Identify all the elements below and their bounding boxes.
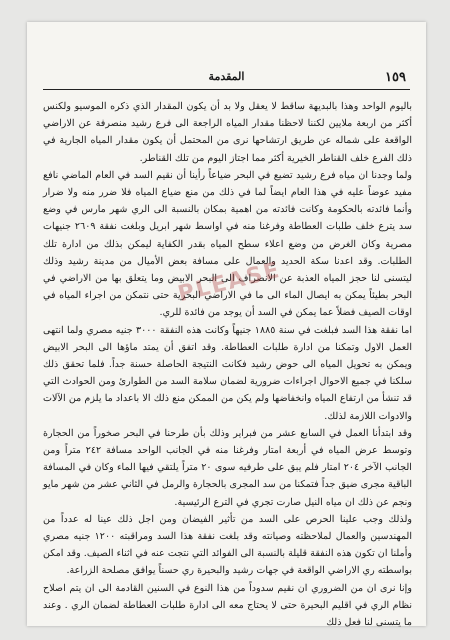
page-number: ١٥٩ [385, 70, 406, 85]
body-text [43, 98, 412, 631]
watermark-stamp: PLEASE [175, 257, 284, 308]
paragraph: ولما وجدنا ان مياه فرع رشيد تضيع في البحر ضياعاً رأينا أن نقيم السد في العام الماضي نافع مفيد عوضاً عليه في هذا العام ايضاً لما في ذلك من منع ضياع المياه فلا ضرر منه ولا ضرار وأنما فائدته بالحكومة وكانت فائدته من اهمية بمكان بالنسبة الى الري شهر مارس في وضع سد يترع خلف طلبات العطاطة وفرغنا منه في اواسط شهر ابريل وبلغت نفقة ٢٦٠٩ جنيهات مصرية وكان الغرض من وضع اعلاء سطح المياه بقدر الكفاية ليمكن بذلك من ادارة تلك الطلبات. وقد اعدنا سكة الحديد والعمال على مسافة بعض الأميال من مدينة رشيد وذلك ليتسنى لنا حجز المياه العذبة عن الانصراف الى البحر الابيض وما يتعلق بها من الاراضي في البحر بطيئاً يمكن به ايصال الماء الى ما في الاراضي البحرية حتى نتمكن من اجراء المياه في اوقات الصيف فضلاً عما يمكن في السد أن يوجد من فائدة للري. [43, 169, 412, 319]
paragraph: وقد ابتدأنا العمل في السابع عشر من فبراير وذلك بأن طرحنا في البحر صخوراً من الحجارة وتوسط عرض المياه في أربعة امتار وفرغنا منه في الجانب الواحد مسافة ٢٤٢ متراً ومن الجانب الآخر ٢٠٤ امتار فلم يبق على طرفيه سوى ٢٠ متراً يلتقي فيها الماء وكان في المسافة الباقية مجرى ضيق جداً فتمكنا من سد المجرى بالحجارة والرمل في الثاني عشر من شهر مايو ونجم عن ذلك ان مياه النيل صارت تجري في الترع الرئيسية. [43, 427, 412, 508]
page-header [43, 68, 410, 90]
paragraph: ولذلك وجب علينا الحرص على السد من تأثير الفيضان ومن اجل ذلك عينا له عدداً من المهندسين والعمال لملاحظته وصيانته وقد بلغت نفقة هذا السد ومراقبته ١٢٠٠ جنيه مصري وأملنا ان تكون هذه النفقة قليلة بالنسبة الى الفوائد التي نتجت عنه في اثناء الصيف. وقد امكن بواسطته ري الاراضي الواقعة في جهات رشيد والبحيرة ري حسناً يوافق مصلحة الزراعة. [43, 513, 412, 577]
paragraph: وإنا نرى ان من الضروري ان نقيم سدوداً من هذا النوع في السنين القادمة الى ان يتم اصلاح نظام الري في اقليم البحيرة حتى لا يحتاج معه الى ادارة طلبات العطاطة لضمان الري . وعند ما يتسنى لنا فعل ذلك [43, 582, 412, 629]
running-title: المقدمة [208, 70, 245, 83]
paragraph: اما نفقة هذا السد فبلغت في سنة ١٨٨٥ جنيهاً وكانت هذه النفقة ٣٠٠٠ جنيه مصري ولما انتهى العمل الاول وتمكنا من ادارة طلبات العطاطة. وقد اتفق أن يمتد ماؤها الى البحر الابيض ويمكن به تحويل المياه الى حوض رشيد فكانت النتيجة الحاصلة حسنة جداً. فلما تحقق ذلك سلكنا في جميع الاحوال اجراءات ضرورية لضمان سلامة السد من الطوارئ ومن الحوادث التي قد تنشأ من ارتفاع المياه وانخفاضها ولم يكن من الممكن منع ذلك الا باعداد ما يلزم من الآلات والادوات اللازمة لذلك. [43, 324, 413, 422]
header-rule [43, 89, 410, 90]
book-page [27, 22, 426, 629]
paragraph: باليوم الواحد وهذا بالبديهة ساقط لا يعقل ولا بد أن يكون المقدار الذي ذكره الموسيو ولكنس أكثر من اربعة ملايين لكننا لاحظنا مقدار المياه الراجعة الى فرع رشيد منصرفة عن الاراضي الواقعة على شماله عن طريق ارتشاحها نرى من المحتمل أن يكون مقدار المياه الجارية في ذلك الفرع خلف القناطر الخيرية أكثر مما اجتاز اليوم من تلك القناطر. [43, 101, 412, 164]
